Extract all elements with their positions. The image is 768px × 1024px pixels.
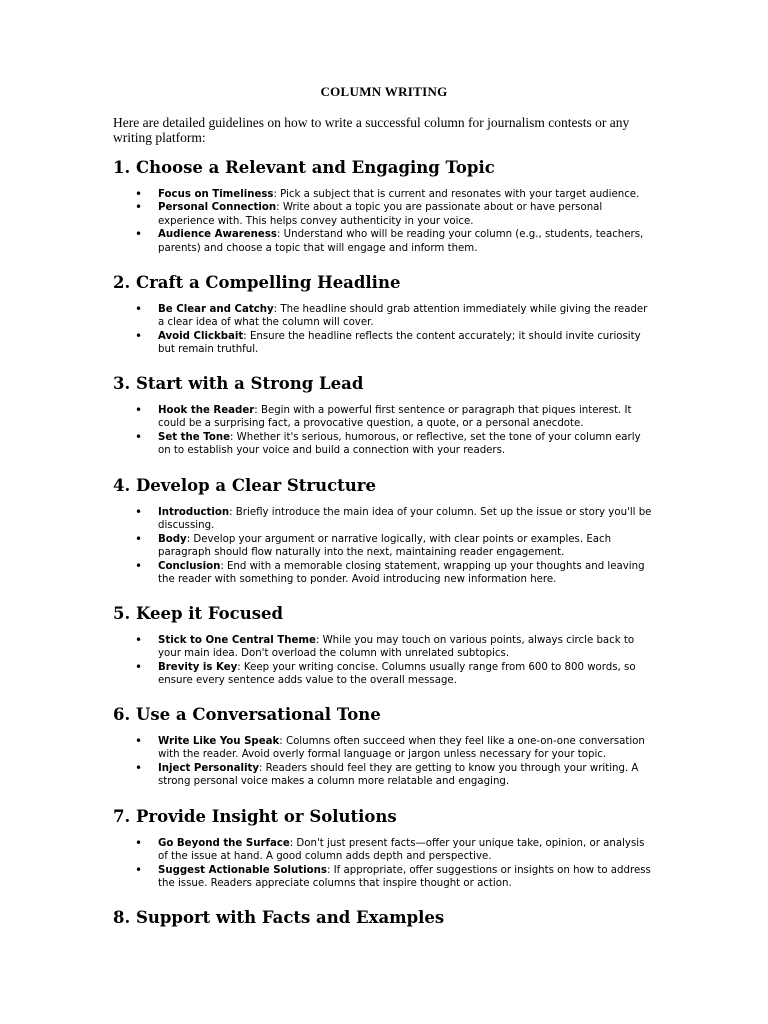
bullet-text: : Write about a topic you are passionate about or have personal experience with. This helps convey authenticity in your voice. — [158, 202, 603, 227]
list-item — [113, 533, 653, 560]
bullet-text: : While you may touch on various points, always circle back to your main idea. Don't overload the column with unrelated subtopics. — [158, 635, 635, 660]
bullet-term: Be Clear and Catchy — [158, 304, 274, 315]
bullet-list — [113, 506, 653, 586]
bullet-list — [113, 634, 653, 688]
list-item — [113, 661, 653, 688]
bullet-text: : Columns often succeed when they feel like a one-on-one conversation with the reader. Avoid overly formal language or jargon unless necessary for your topic. — [158, 736, 645, 761]
section-6 — [113, 705, 653, 788]
bullet-term: Brevity is Key — [158, 661, 238, 673]
section-heading: 3. Start with a Strong Lead — [113, 374, 364, 393]
bullet-text: : End with a memorable closing statement, wrapping up your thoughts and leaving the reader with something to ponder. Avoid introducing new information here. — [158, 560, 645, 586]
bullet-term: Suggest Actionable Solutions — [158, 864, 327, 876]
list-item — [113, 560, 653, 587]
section-2 — [113, 273, 653, 356]
bullet-term: Audience Awareness — [158, 229, 277, 241]
bullet-text: : Begin with a powerful first sentence or paragraph that piques interest. It could be a surprising fact, a provocative question, a quote, or a personal anecdote. — [158, 405, 632, 430]
bullet-text: : The headline should grab attention immediately while giving the reader a clear idea of what the column will cover. — [158, 304, 648, 329]
list-item — [113, 837, 653, 864]
bullet-term: Go Beyond the Surface — [158, 838, 290, 849]
list-item — [113, 735, 653, 762]
bullet-text: : Ensure the headline reflects the content accurately; it should invite curiosity but remain truthful. — [158, 330, 641, 356]
bullet-list — [113, 735, 653, 789]
section-5 — [113, 604, 653, 687]
bullet-list — [113, 303, 653, 357]
list-item — [113, 506, 653, 533]
section-3 — [113, 374, 653, 457]
section-heading: 7. Provide Insight or Solutions — [113, 807, 397, 826]
bullet-term: Inject Personality — [158, 762, 259, 774]
bullet-term: Avoid Clickbait — [158, 330, 244, 342]
list-item — [113, 431, 653, 458]
list-item — [113, 228, 653, 255]
list-item — [113, 864, 653, 891]
bullet-list — [113, 404, 653, 458]
bullet-text: : If appropriate, offer suggestions or insights on how to address the issue. Readers appreciate columns that inspire thought or action. — [158, 864, 651, 890]
document-title: COLUMN WRITING — [320, 84, 448, 99]
list-item — [113, 762, 653, 789]
bullet-term: Introduction — [158, 507, 230, 518]
section-1 — [113, 158, 653, 254]
section-heading: 6. Use a Conversational Tone — [113, 705, 381, 724]
bullet-text: : Whether it's serious, humorous, or reflective, set the tone of your column early on to establish your voice and build a connection with your readers. — [158, 431, 641, 457]
list-item — [113, 201, 653, 228]
bullet-term: Conclusion — [158, 560, 221, 572]
bullet-list — [113, 188, 653, 255]
bullet-term: Focus on Timeliness — [158, 189, 274, 200]
bullet-term: Personal Connection — [158, 202, 277, 214]
section-8 — [113, 908, 653, 928]
bullet-term: Stick to One Central Theme — [158, 635, 316, 646]
intro-paragraph: Here are detailed guidelines on how to write a successful column for journalism contests or any writing platform: — [113, 115, 630, 145]
bullet-text: : Readers should feel they are getting to know you through your writing. A strong personal voice makes a column more relatable and engaging. — [158, 762, 639, 788]
section-heading: 5. Keep it Focused — [113, 604, 284, 623]
list-item — [113, 188, 653, 201]
bullet-list — [113, 837, 653, 891]
bullet-term: Set the Tone — [158, 431, 230, 443]
bullet-term: Hook the Reader — [158, 405, 255, 416]
list-item — [113, 303, 653, 330]
section-heading: 8. Support with Facts and Examples — [113, 908, 445, 927]
bullet-text: : Understand who will be reading your column (e.g., students, teachers, parents) and choose a topic that will engage and inform them. — [158, 229, 644, 254]
list-item — [113, 404, 653, 431]
section-heading: 1. Choose a Relevant and Engaging Topic — [113, 158, 495, 177]
bullet-term: Write Like You Speak — [158, 736, 280, 747]
bullet-term: Body — [158, 533, 187, 545]
section-heading: 4. Develop a Clear Structure — [113, 476, 376, 495]
section-heading: 2. Craft a Compelling Headline — [113, 273, 401, 292]
section-4 — [113, 476, 653, 586]
bullet-text: : Don't just present facts—offer your unique take, opinion, or analysis of the issue at hand. A good column adds depth and perspective. — [158, 838, 645, 863]
list-item — [113, 634, 653, 661]
bullet-text: : Keep your writing concise. Columns usually range from 600 to 800 words, so ensure every sentence adds value to the overall message. — [158, 661, 636, 687]
bullet-text: : Pick a subject that is current and resonates with your target audience. — [273, 189, 640, 200]
bullet-text: : Briefly introduce the main idea of your column. Set up the issue or story you'll be discussing. — [158, 507, 652, 532]
bullet-text: : Develop your argument or narrative logically, with clear points or examples. Each paragraph should flow naturally into the next, maintaining reader engagement. — [158, 533, 612, 559]
list-item — [113, 330, 653, 357]
section-7 — [113, 807, 653, 890]
